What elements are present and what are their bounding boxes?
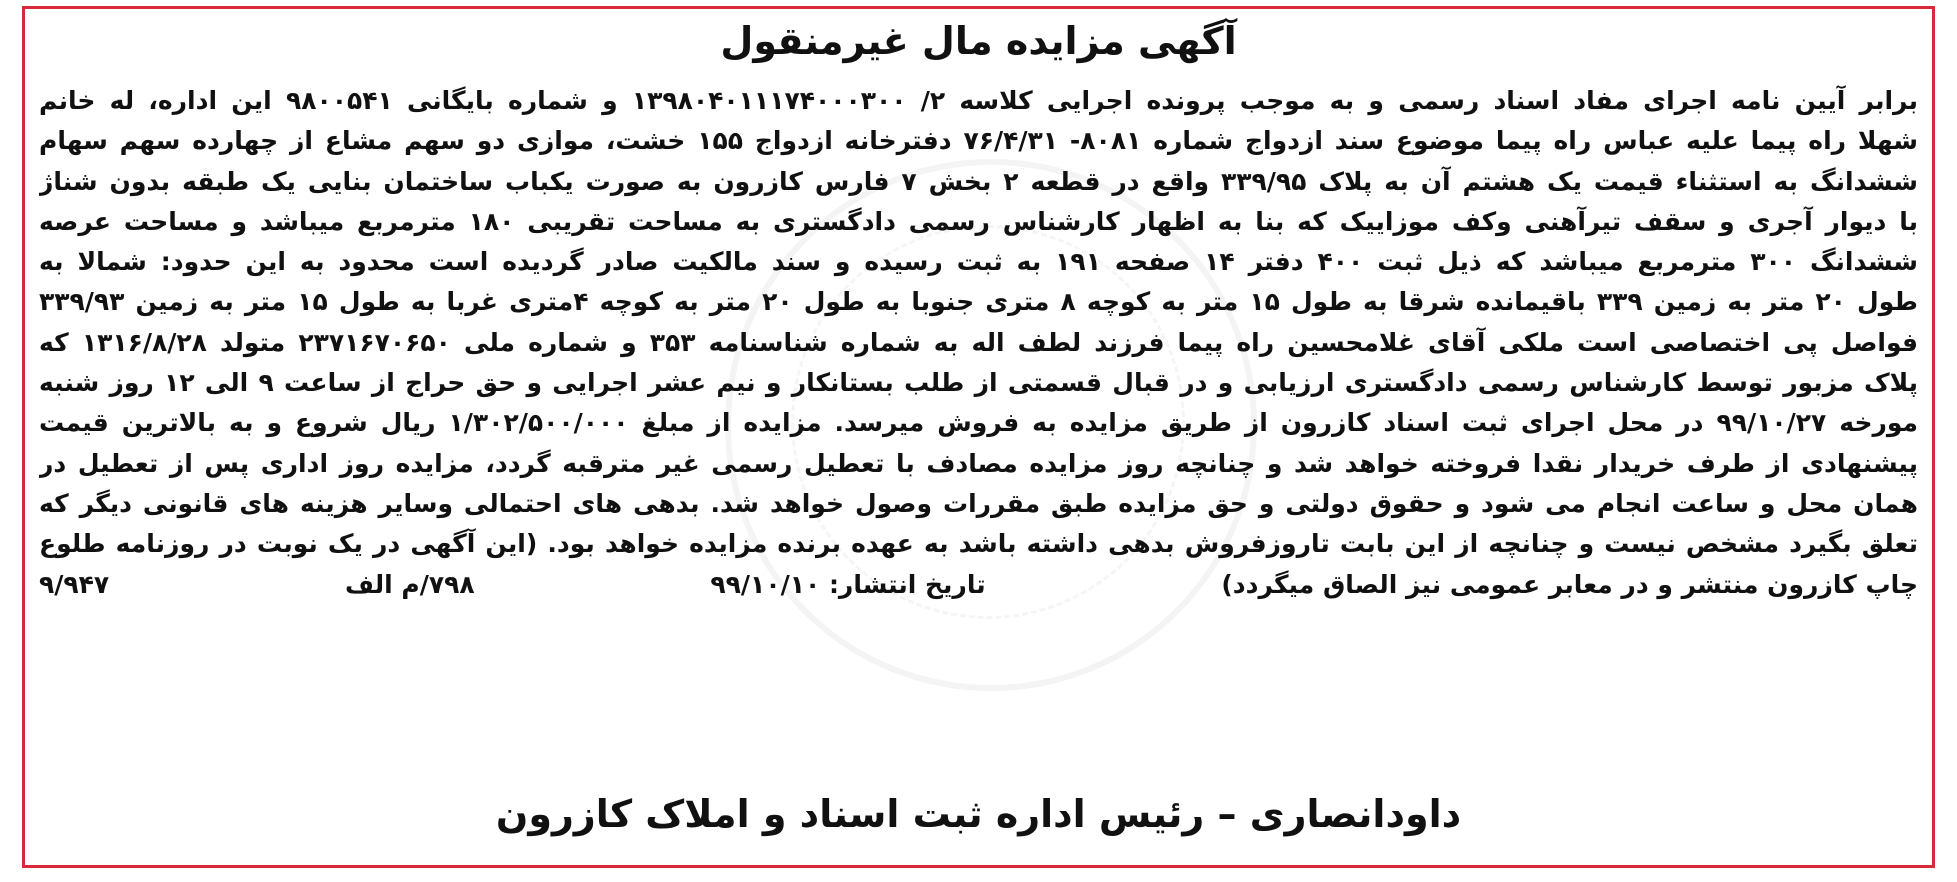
body-line: تعلق بگیرد مشخص نیست و چنانچه از این بابت تاروزفروش بدهی داشته باشد به عهده برنده مزایده خواهد بود. (این آگهی در یک نوبت در روزنامه طلوع [39, 529, 1918, 559]
body-line: پلاک مزبور توسط کارشناس رسمی دادگستری ارزیابی و در قبال قسمتی از طلب بستانکار و نیم عشر اجرایی و حق حراج از ساعت ۹ الی ۱۲ روز شنبه [39, 368, 1918, 398]
body-line: ششدانگ به استثناء قیمت یک هشتم آن به پلاک ۳۳۹/۹۵ واقع در قطعه ۲ بخش ۷ فارس کازرون به صورت یکباب ساختمان بنایی یک طبقه بدون شناژ [39, 166, 1918, 196]
notice-frame [22, 6, 1935, 868]
body-line: مورخه ۹۹/۱۰/۲۷ در محل اجرای ثبت اسناد کازرون از طریق مزایده به فروش میرسد. مزایده از مبلغ ۱/۳۰۲/۵۰۰/۰۰۰ ریال شروع و به بالاترین قیمت [39, 408, 1918, 438]
body-line: همان محل و ساعت انجام می شود و حقوق دولتی و حق مزایده طبق مقررات وصول خواهد شد. بدهی های احتمالی وسایر هزینه های قانونی دیگر که [39, 488, 1918, 518]
notice-title: آگهی مزایده مال غیرمنقول [720, 19, 1237, 63]
body-line: فواصل پی اختصاصی است ملکی آقای غلامحسین راه پیما فرزند لطف اله به شماره شناسنامه ۳۵۳ و شماره ملی ۲۳۷۱۶۷۰۶۵۰ متولد ۱۳۱۶/۸/۲۸ که [39, 327, 1918, 357]
body-line: برابر آیین نامه اجرای مفاد اسناد رسمی و به موجب پرونده اجرایی کلاسه ۲/ ۱۳۹۸۰۴۰۱۱۱۷۴۰۰۰۳۰۰ و شماره بایگانی ۹۸۰۰۵۴۱ این اداره، له خانم [39, 86, 1918, 115]
body-line: ششدانگ ۳۰۰ مترمربع میباشد که ذیل ثبت ۴۰۰ دفتر ۱۴ صفحه ۱۹۱ به ثبت رسیده و سند مالکیت صادر گردیده است محدود به این حدود: شمالا به [39, 247, 1918, 277]
last-line-text: چاپ کازرون منتشر و در معابر عمومی نیز الصاق میگردد) [1221, 569, 1918, 599]
notice-body [39, 81, 1918, 605]
body-line: شهلا راه پیما علیه عباس راه پیما موضوع سند ازدواج شماره ۸۰۸۱- ۷۶/۴/۳۱ دفترخانه ازدواج ۱۵۵ خشت، موازی دو سهم مشاع از چهارده سهم سهام [39, 126, 1918, 156]
body-line: با دیوار آجری و سقف تیرآهنی وکف موزاییک که بنا به اظهار کارشناس رسمی دادگستری به مساحت تقریبی ۱۸۰ مترمربع میباشد و مساحت عرصه [39, 206, 1918, 236]
publish-date: تاریخ انتشار: ۹۹/۱۰/۱۰ [710, 569, 986, 599]
body-line: پیشنهادی از طرف خریدار نقدا فروخته خواهد شد و چنانچه روز مزایده مصادف با تعطیل رسمی غیر مترقبه گردد، مزایده روز اداری پس از تعطیل در [39, 448, 1918, 478]
body-line: طول ۲۰ متر به زمین ۳۳۹ باقیمانده شرقا به طول ۱۵ متر به کوچه ۸ متری جنوبا به طول ۲۰ متر به کوچه ۴متری غربا به طول ۱۵ متر به زمین ۳۳۹/۹۳ [39, 287, 1918, 317]
reference-code: ۷۹۸/م الف [344, 569, 475, 599]
signature-line: داودانصاری – رئیس اداره ثبت اسناد و املاک کازرون [495, 792, 1462, 836]
notice-number: ۹/۹۴۷ [39, 569, 110, 599]
body-last-line [39, 565, 1918, 605]
